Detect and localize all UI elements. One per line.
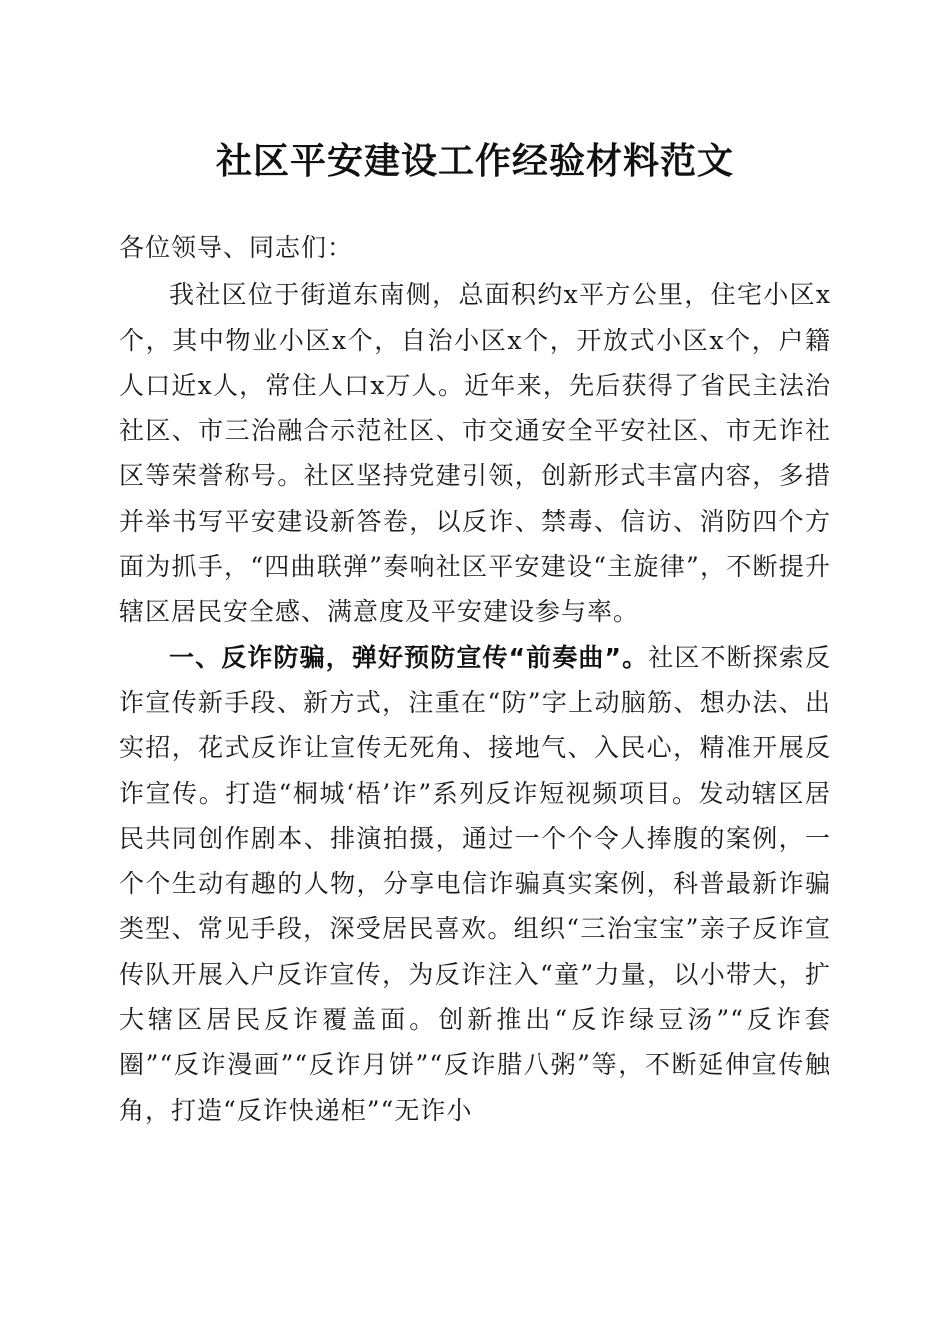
section-1-text: 社区不断探索反诈宣传新手段、新方式，注重在“防”字上动脑筋、想办法、出实招，花式反诈让宣传无死角、接地气、入民心，精准开展反诈宣传。打造“桐城‘梧’诈”系列反诈短视频项目。发动辖区居民共同创作剧本、排演拍摄，通过一个个令人捧腹的案例，一个个生动有趣的人物，分享电信诈骗真实案例，科普最新诈骗类型、常见手段，深受居民喜欢。组织“三治宝宝”亲子反诈宣传队开展入户反诈宣传，为反诈注入“童”力量，以小带大，扩大辖区居民反诈覆盖面。创新推出“反诈绿豆汤”“反诈套圈”“反诈漫画”“反诈月饼”“反诈腊八粥”等，不断延伸宣传触角，打造“反诈快递柜”“无诈小 [119,642,831,1125]
document-title: 社区平安建设工作经验材料范文 [215,140,734,182]
paragraph-section-1 [119,635,831,1133]
paragraph-intro-text: 我社区位于街道东南侧，总面积约x平方公里，住宅小区x个，其中物业小区x个，自治小区x个，开放式小区x个，户籍人口近x人，常住人口x万人。近年来，先后获得了省民主法治社区、市三治融合示范社区、市交通安全平安社区、市无诈社区等荣誉称号。社区坚持党建引领，创新形式丰富内容，多措并举书写平安建设新答卷，以反诈、禁毒、信访、消防四个方面为抓手，“四曲联弹”奏响社区平安建设“主旋律”，不断提升辖区居民安全感、满意度及平安建设参与率。 [119,280,831,627]
paragraph-intro [119,272,831,634]
salutation: 各位领导、同志们： [119,233,354,262]
section-1-heading: 一、反诈防骗，弹好预防宣传“前奏曲”。 [169,642,649,672]
document-body [119,225,831,1133]
